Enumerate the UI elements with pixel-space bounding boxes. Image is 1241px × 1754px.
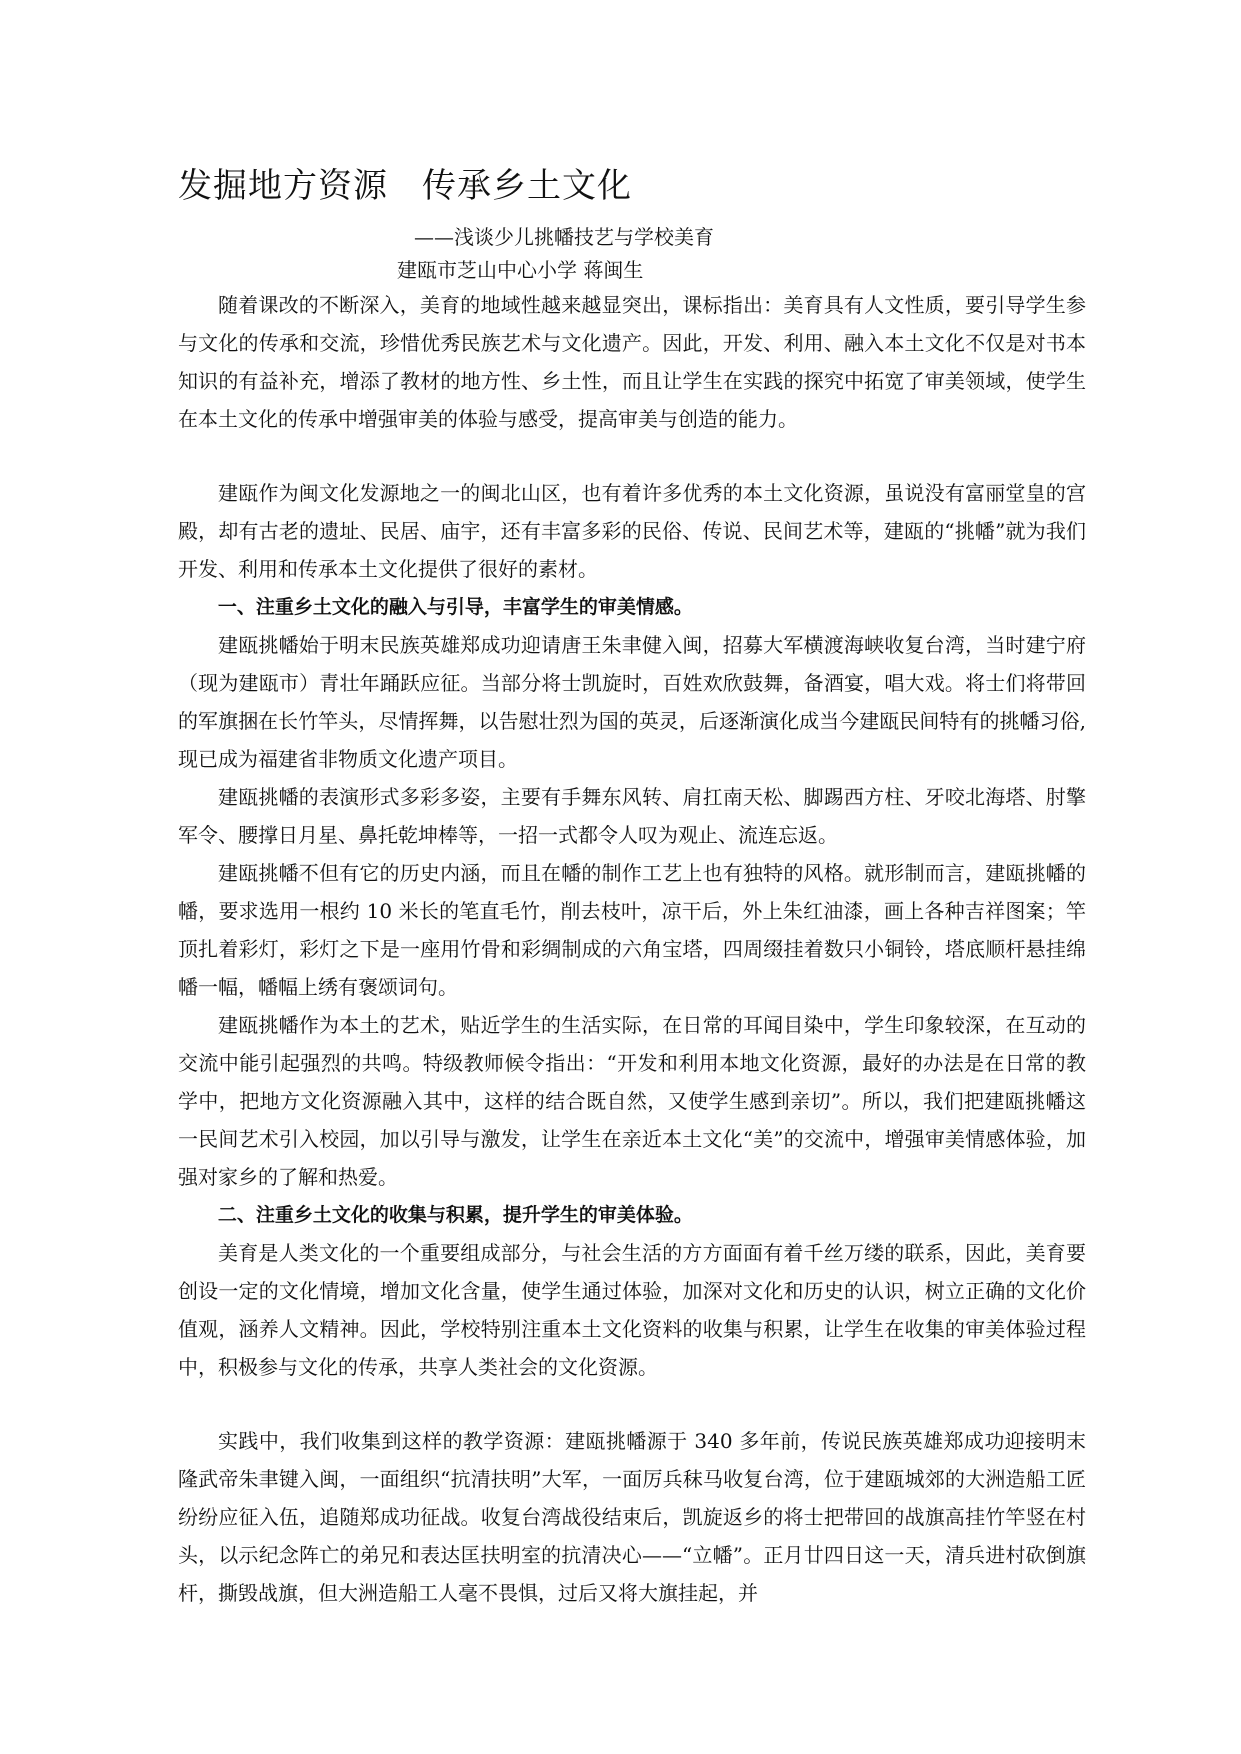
paragraph-spacer bbox=[178, 438, 1086, 474]
paragraph-origin: 建瓯挑幡始于明末民族英雄郑成功迎请唐王朱聿健入闽，招募大军横渡海峡收复台湾，当时建宁府（现为建瓯市）青壮年踊跃应征。当部分将士凯旋时，百姓欢欣鼓舞，备酒宴，唱大戏。将士们将带回的军旗捆在长竹竿头，尽情挥舞，以告慰壮烈为国的英灵，后逐渐演化成当今建瓯民间特有的挑幡习俗,现已成为福建省非物质文化遗产项目。 bbox=[178, 633, 1086, 771]
paragraph-craft: 建瓯挑幡不但有它的历史内涵，而且在幡的制作工艺上也有独特的风格。就形制而言，建瓯挑幡的幡，要求选用一根约 10 米长的笔直毛竹，削去枝叶，凉干后，外上朱红油漆，画上各种吉祥图案；竿顶扎着彩灯，彩灯之下是一座用竹骨和彩绸制成的六角宝塔，四周缀挂着数只小铜铃，塔底顺杆悬挂绵幡一幅，幡幅上绣有褒颂词句。 bbox=[178, 861, 1086, 999]
paragraph-spacer bbox=[178, 1386, 1086, 1422]
document-subtitle: ——浅谈少儿挑幡技艺与学校美育 bbox=[414, 225, 714, 249]
paragraph-local-art: 建瓯挑幡作为本土的艺术，贴近学生的生活实际，在日常的耳闻目染中，学生印象较深，在互动的交流中能引起强烈的共鸣。特级教师候令指出：“开发和利用本地文化资源，最好的办法是在日常的教学中，把地方文化资源融入其中，这样的结合既自然，又使学生感到亲切”。所以，我们把建瓯挑幡这一民间艺术引入校园，加以引导与激发，让学生在亲近本土文化“美”的交流中，增强审美情感体验，加强对家乡的了解和热爱。 bbox=[178, 1013, 1086, 1189]
title-part-2: 传承乡土文化 bbox=[422, 166, 632, 206]
section-heading-1: 一、注重乡土文化的融入与引导，丰富学生的审美情感。 bbox=[217, 596, 693, 618]
paragraph-intro: 随着课改的不断深入，美育的地域性越来越显突出，课标指出：美育具有人文性质，要引导学生参与文化的传承和交流，珍惜优秀民族艺术与文化遗产。因此，开发、利用、融入本土文化不仅是对书本知识的有益补充，增添了教材的地方性、乡土性，而且让学生在实践的探究中拓宽了审美领域，使学生在本土文化的传承中增强审美的体验与感受，提高审美与创造的能力。 bbox=[178, 293, 1086, 431]
paragraph-forms: 建瓯挑幡的表演形式多彩多姿，主要有手舞东风转、肩扛南天松、脚踢西方柱、牙咬北海塔、肘擎军令、腰撑日月星、鼻托乾坤棒等，一招一式都令人叹为观止、流连忘返。 bbox=[178, 785, 1086, 847]
paragraph-jianou: 建瓯作为闽文化发源地之一的闽北山区，也有着许多优秀的本土文化资源，虽说没有富丽堂皇的宫殿，却有古老的遗址、民居、庙宇，还有丰富多彩的民俗、传说、民间艺术等，建瓯的“挑幡”就为我们开发、利用和传承本土文化提供了很好的素材。 bbox=[178, 481, 1086, 581]
section-heading-2: 二、注重乡土文化的收集与积累，提升学生的审美体验。 bbox=[217, 1204, 693, 1226]
paragraph-aesthetics: 美育是人类文化的一个重要组成部分，与社会生活的方方面面有着千丝万缕的联系，因此，美育要创设一定的文化情境，增加文化含量，使学生通过体验，加深对文化和历史的认识，树立正确的文化价值观，涵养人文精神。因此，学校特别注重本土文化资料的收集与积累，让学生在收集的审美体验过程中，积极参与文化的传承，共享人类社会的文化资源。 bbox=[178, 1241, 1086, 1379]
document-body bbox=[178, 162, 1086, 1612]
title-part-1: 发掘地方资源 bbox=[178, 166, 388, 206]
document-author: 建瓯市芝山中心小学 蒋闽生 bbox=[397, 258, 644, 282]
paragraph-practice: 实践中，我们收集到这样的教学资源：建瓯挑幡源于 340 多年前，传说民族英雄郑成功迎接明末隆武帝朱聿键入闽，一面组织“抗清扶明”大军，一面厉兵秣马收复台湾，位于建瓯城郊的大洲造船工匠纷纷应征入伍，追随郑成功征战。收复台湾战役结束后，凯旋返乡的将士把带回的战旗高挂竹竿竖在村头，以示纪念阵亡的弟兄和表达匡扶明室的抗清决心——“立幡”。正月廿四日这一天，清兵进村砍倒旗杆，撕毁战旗，但大洲造船工人毫不畏惧，过后又将大旗挂起，并 bbox=[178, 1429, 1086, 1605]
document-title bbox=[178, 162, 1086, 210]
